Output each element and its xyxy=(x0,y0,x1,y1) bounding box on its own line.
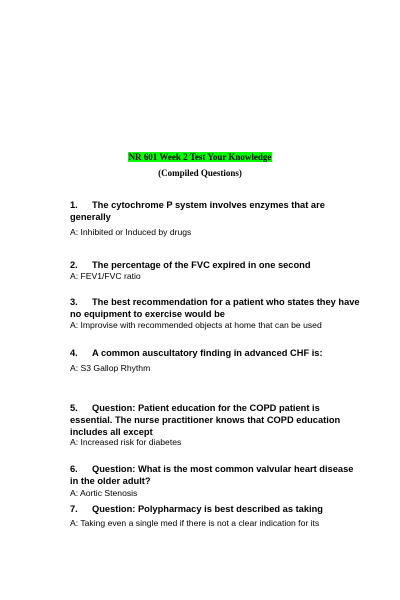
question-text: Question: Patient education for the COPD patient is essential. The nurse practitioner knows that COPD education includes all except xyxy=(70,403,341,437)
question-1 xyxy=(70,199,360,223)
question-6 xyxy=(70,463,360,487)
question-number: 3. xyxy=(70,297,78,307)
question-text: Question: Polypharmacy is best described as taking xyxy=(92,504,323,514)
question-text: The percentage of the FVC expired in one second xyxy=(92,260,311,270)
question-number: 5. xyxy=(70,403,78,413)
question-number: 1. xyxy=(70,200,78,210)
question-text: Question: What is the most common valvular heart disease in the older adult? xyxy=(70,464,354,486)
answer-4: A: S3 Gallop Rhythm xyxy=(70,363,151,373)
answer-3: A: Improvise with recommended objects at home that can be used xyxy=(70,320,322,330)
answer-5: A: Increased risk for diabetes xyxy=(70,437,182,447)
answer-2: A: FEV1/FVC ratio xyxy=(70,271,141,281)
question-number: 6. xyxy=(70,464,78,474)
question-2 xyxy=(70,259,360,271)
question-3 xyxy=(70,296,360,320)
question-text: The cytochrome P system involves enzymes that are generally xyxy=(70,200,325,222)
answer-6: A: Aortic Stenosis xyxy=(70,488,138,498)
answer-7: A: Taking even a single med if there is not a clear indication for its xyxy=(70,518,320,528)
question-number: 7. xyxy=(70,504,78,514)
question-text: A common auscultatory finding in advanced CHF is: xyxy=(92,348,323,358)
question-text: The best recommendation for a patient who states they have no equipment to exercise would be xyxy=(70,297,360,319)
question-number: 4. xyxy=(70,348,78,358)
answer-1: A: Inhibited or Induced by drugs xyxy=(70,227,192,237)
question-7 xyxy=(70,503,360,515)
document-subtitle: (Compiled Questions) xyxy=(158,168,242,178)
document-title: NR 601 Week 2 Test Your Knowledge xyxy=(128,152,272,162)
question-number: 2. xyxy=(70,260,78,270)
question-5 xyxy=(70,402,360,438)
question-4 xyxy=(70,347,360,359)
document-title-wrap xyxy=(0,147,400,165)
